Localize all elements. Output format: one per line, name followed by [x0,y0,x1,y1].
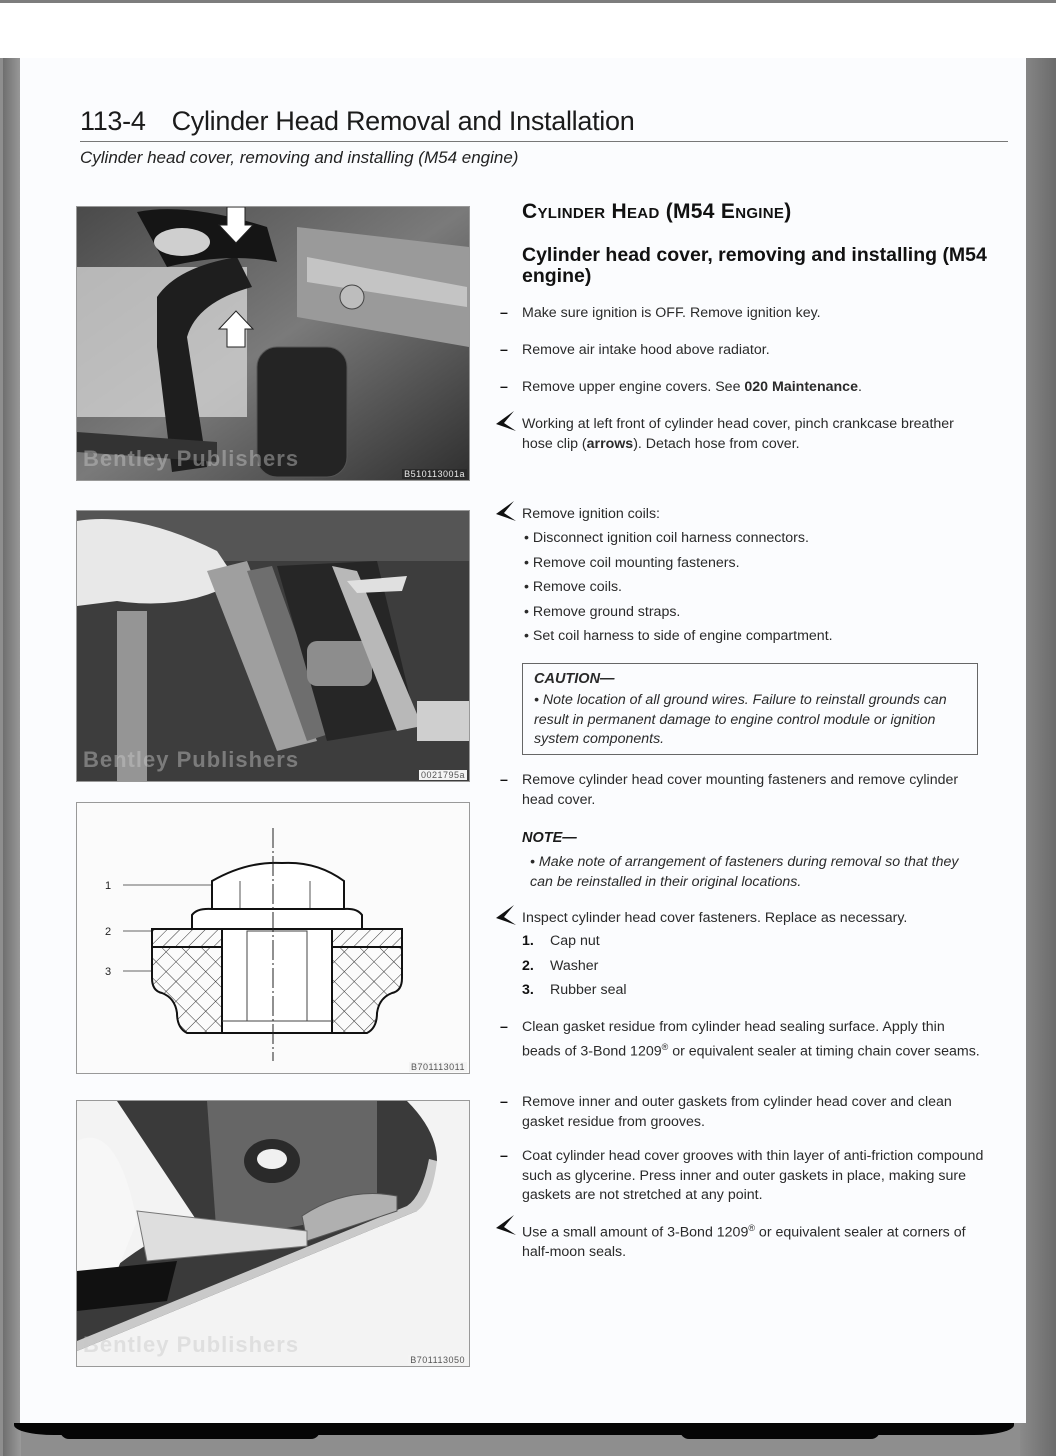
step-text [522,1219,986,1263]
callout-3: 3 [105,966,112,978]
list-item [522,982,627,1007]
figure-ignition-coils [76,510,470,782]
step-ignition-coils [496,505,986,525]
watermark: Bentley Publishers [83,1332,300,1357]
step-remove-gaskets [496,1093,986,1132]
dash-marker: – [500,1094,508,1110]
text-run: ). Detach hose from cover. [633,435,800,452]
step-air-intake [496,341,986,361]
step-clean-residue [496,1018,986,1062]
registered-mark: ® [748,1223,755,1233]
registered-mark: ® [661,1041,669,1052]
callout-2: 2 [105,926,112,938]
step-text: Inspect cylinder head cover fasteners. Replace as necessary. [522,910,908,926]
text-run: or equivalent sealer at timing chain cover seams. [668,1043,980,1060]
item-label: Cap nut [550,933,600,949]
item-number: 1. [522,933,534,949]
dash-marker: – [500,305,508,321]
step-text [522,1018,986,1062]
item-label: Washer [550,957,599,974]
step-text: Remove cylinder head cover mounting fasteners and remove cylinder head cover. [522,772,959,808]
item-number: 3. [522,982,534,998]
bullet-item: • Remove ground straps. [524,603,681,620]
window-top-border [0,0,1056,3]
list-item [522,933,627,958]
step-text: Coat cylinder head cover grooves with thin layer of anti-friction compound such as glycerine. Press inner and outer gaskets in place, making sure gaskets are not stretched at any point. [522,1148,984,1203]
cross-reference: 020 Maintenance [744,379,858,395]
running-subtitle: Cylinder head cover, removing and installing (M54 engine) [80,148,519,167]
fastener-cross-section-diagram-icon [77,803,469,1073]
section-title: Cylinder Head (M54 Engine) [522,200,792,223]
figure-code: B510113001a [404,469,465,479]
engine-photo-half-moon-seal-icon [77,1101,469,1366]
figure-pointer-arrow-icon [494,903,518,929]
text-run: Clean gasket residue from cylinder head sealing surface. Apply thin beads of 3-Bond 1209 [522,1019,945,1060]
step-breather-hose [496,415,986,454]
step-text: Make sure ignition is OFF. Remove ignition key. [522,305,821,321]
chapter-title: Cylinder Head Removal and Installation [171,106,635,136]
text-run: Working at left front of cylinder head cover, pinch crankcase breather hose clip ( [522,416,954,452]
bold-term: arrows [586,435,634,452]
bullet-item: • Remove coils. [524,579,623,595]
step-text: Remove ignition coils: [522,506,660,522]
figure-pointer-arrow-icon [494,1213,518,1239]
item-number: 2. [522,957,534,974]
bullet-item: • Set coil harness to side of engine compartment. [524,628,833,644]
step-engine-covers [496,378,986,398]
step-coat-grooves [496,1147,986,1206]
caution-label: CAUTION— [534,671,615,687]
figure-code: 0021795a [420,770,465,780]
scan-shadow-bottom [680,1430,880,1439]
dash-marker: – [500,772,508,788]
dash-marker: – [500,1019,508,1035]
step-ignition-off [496,304,986,324]
step-remove-cover [496,771,986,810]
step-text [522,378,986,398]
figure-pointer-arrow-icon [494,409,518,435]
watermark: Bentley Publishers [83,446,300,471]
dash-marker: – [500,342,508,358]
figure-code: B701113011 [410,1062,465,1072]
watermark: Bentley Publishers [83,747,300,772]
scan-shadow-bottom [60,1430,320,1439]
note-text: • Make note of arrangement of fasteners during removal so that they can be reinstalled in their original locations. [530,854,959,890]
text-run: Use a small amount of 3-Bond 1209 [522,1224,749,1241]
dash-marker: – [500,379,508,395]
bullet-item: • Disconnect ignition coil harness connectors. [524,530,809,546]
callout-1: 1 [105,880,112,892]
caution-box [522,663,978,755]
fastener-parts-list [522,933,627,1007]
item-label: Rubber seal [550,982,627,998]
caution-text: • Note location of all ground wires. Failure to reinstall grounds can result in permanent damage to engine control module or ignition system components. [534,692,947,747]
section-subtitle: Cylinder head cover, removing and installing (M54 engine) [522,244,987,287]
step-text: Remove inner and outer gaskets from cylinder head cover and clean gasket residue from grooves. [522,1094,952,1130]
page-title [80,106,1008,137]
list-item [522,958,627,983]
figure-pointer-arrow-icon [494,499,518,525]
figure-code: B701113050 [410,1355,465,1365]
scan-left-edge [3,58,21,1456]
step-sealer-corners [496,1219,986,1263]
header-rule [80,141,1008,142]
text-run: . [857,379,862,395]
figure-half-moon-seal [76,1100,470,1367]
step-inspect-fasteners [496,909,986,929]
dash-marker: – [500,1148,508,1164]
figure-breather-hose [76,206,470,481]
text-run: or equivalent sealer at corners of half-moon seals. [522,1224,966,1261]
coil-substeps [524,530,833,653]
engine-photo-breather-hose-icon [77,207,469,480]
page-number: 113-4 [80,106,146,136]
step-text [522,415,986,454]
note-label: NOTE— [522,830,577,846]
bullet-item: • Remove coil mounting fasteners. [524,554,740,571]
text-run: Remove upper engine covers. See [522,379,745,395]
figure-fastener-diagram [76,802,470,1074]
step-text: Remove air intake hood above radiator. [522,342,770,358]
engine-photo-ignition-coils-icon [77,511,469,781]
page-header [80,106,1008,167]
